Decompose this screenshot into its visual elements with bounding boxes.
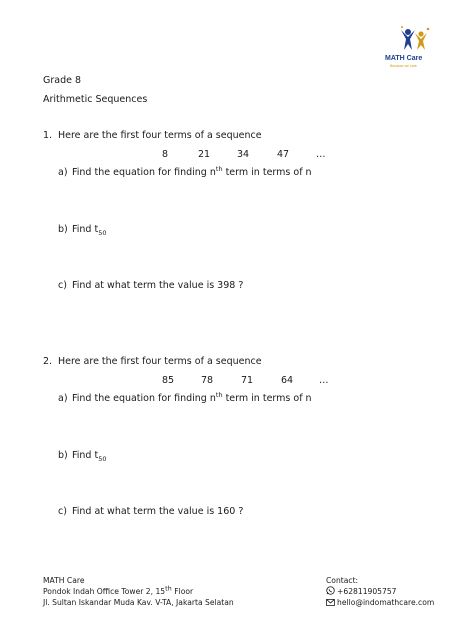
grade-heading: Grade 8 (43, 75, 82, 86)
part-c-label: c) (58, 506, 67, 517)
question-prompt: Here are the first four terms of a sequence (58, 130, 262, 141)
sequence-ellipsis: … (319, 375, 329, 386)
question-number: 1. (43, 130, 53, 141)
part-b-text: Find $t_{50}$ (72, 224, 107, 237)
logo-tagline: Because we care (390, 64, 417, 68)
part-c-label: c) (58, 280, 67, 291)
part-b-label: b) (58, 450, 68, 461)
footer-org: MATH Care (43, 576, 85, 585)
part-a-label: a) (58, 167, 68, 178)
logo-title: MATH Care (385, 55, 423, 62)
part-a-text: Find the equation for finding $n^{th}$ term in terms of n (72, 390, 312, 404)
sequence-term: 85 (162, 375, 175, 386)
sequence-term: 64 (281, 375, 294, 386)
topic-heading: Arithmetic Sequences (43, 94, 148, 105)
question-number: 2. (43, 356, 53, 367)
whatsapp-icon (326, 586, 335, 595)
footer-contact-label: Contact: (326, 576, 359, 585)
sequence-term: 8 (162, 149, 169, 160)
sequence-term: 34 (237, 149, 250, 160)
part-a-label: a) (58, 393, 68, 404)
mail-icon (326, 599, 335, 606)
part-b-text: Find $t_{50}$ (72, 450, 107, 463)
part-b-label: b) (58, 224, 68, 235)
footer-address-line-2: Jl. Sultan Iskandar Muda Kav. V-TA, Jakarta Selatan (43, 598, 234, 607)
sequence-ellipsis: … (316, 149, 326, 160)
footer-phone[interactable]: +62811905757 (326, 586, 434, 597)
footer-address-line-1: Pondok Indah Office Tower 2, 15th Floor (43, 584, 194, 596)
part-a-text: Find the equation for finding $n^{th}$ term in terms of n (72, 164, 312, 178)
sequence-term: 78 (201, 375, 214, 386)
footer-address-block (43, 575, 234, 608)
sequence-term: 71 (241, 375, 254, 386)
part-c-text: Find at what term the value is 398 ? (72, 280, 244, 291)
sequence-term: 47 (277, 149, 290, 160)
question-prompt: Here are the first four terms of a sequence (58, 356, 262, 367)
part-c-text: Find at what term the value is 160 ? (72, 506, 244, 517)
footer-email[interactable]: hello@indomathcare.com (326, 597, 434, 608)
footer-contact-block (326, 575, 434, 608)
sequence-term: 21 (198, 149, 211, 160)
